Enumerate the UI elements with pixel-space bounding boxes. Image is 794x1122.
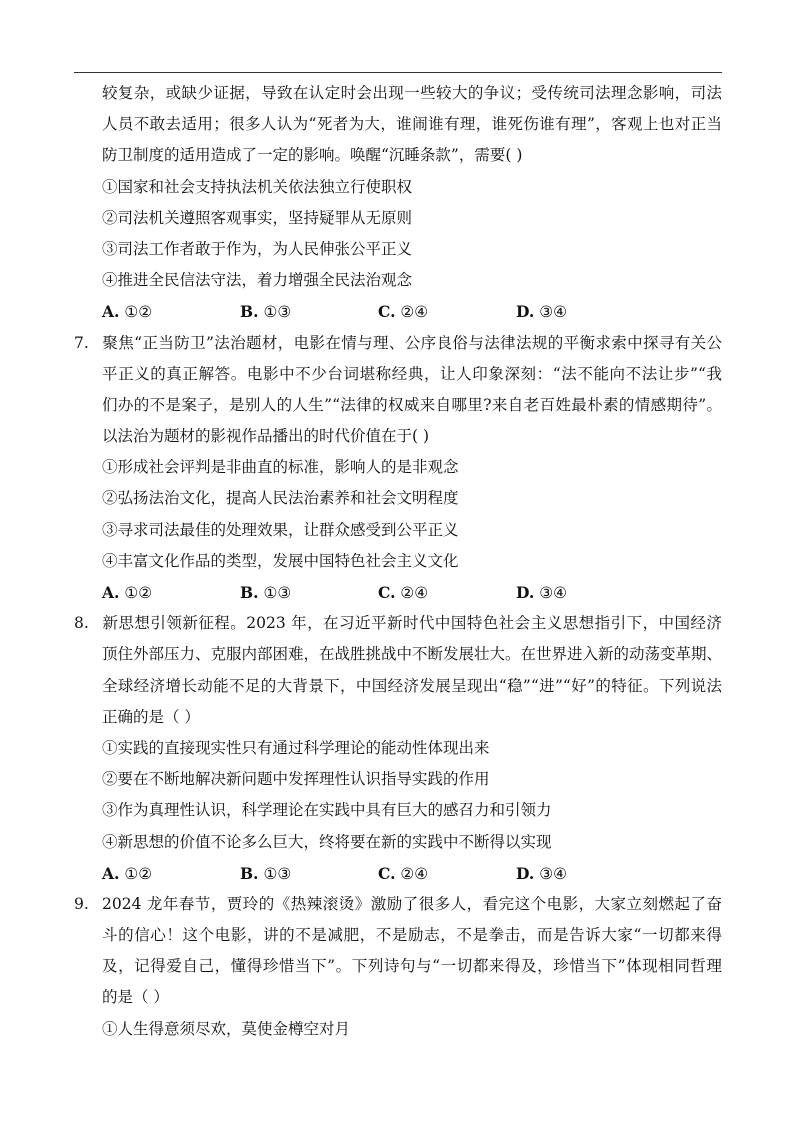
question-9: [74, 889, 722, 1045]
question-7-stem-first-line: 7. 聚焦“正当防卫”法治题材，电影在情与理、公序良俗与法律法规的平衡求索中探寻有关公: [74, 328, 722, 359]
question-8-statement-2: ②要在不断地解决新问题中发挥理性认识指导实践的作用: [102, 770, 490, 789]
question-6-statement-2: ②司法机关遵照客观事实，坚持疑罪从无原则: [102, 208, 413, 227]
question-8-statement-3: ③作为真理性认识，科学理论在实践中具有巨大的感召力和引领力: [102, 801, 552, 820]
question-9-stem-line: 及，记得爱自己，懂得珍惜当下”。下列诗句与“一切都来得及，珍惜当下”体现相同哲理: [102, 957, 722, 976]
question-6-choices: [74, 296, 722, 327]
question-6-stem-line: 防卫制度的适用造成了一定的影响。唤醒“沉睡条款”，需要( ): [102, 146, 523, 165]
choice-c[interactable]: C. ②④: [378, 302, 429, 322]
choice-b[interactable]: B. ①③: [240, 583, 292, 602]
exam-page-content: [74, 78, 722, 1045]
choice-c[interactable]: C. ②④: [378, 583, 429, 602]
question-number: 7.: [74, 333, 89, 352]
choice-b[interactable]: B. ①③: [240, 302, 292, 322]
question-8-stem-line: 全球经济增长动能不足的大背景下，中国经济发展呈现出“稳”“进”“好”的特征。下列说法: [102, 676, 722, 695]
question-7-statement-1: ①形成社会评判是非曲直的标准，影响人的是非观念: [102, 458, 459, 477]
question-8-stem-line: 正确的是（ ）: [102, 707, 200, 726]
header-rule: [74, 72, 722, 73]
choice-d[interactable]: D. ③④: [516, 583, 568, 602]
choice-a[interactable]: A. ①②: [102, 583, 153, 602]
question-9-stem-first-line: 9. 2024 龙年春节，贾玲的《热辣滚烫》激励了很多人，看完这个电影，大家立刻燃起了奋: [74, 889, 722, 920]
question-9-stem-line: 斗的信心！这个电影，讲的不是减肥，不是励志，不是拳击，而是告诉大家“一切都来得: [102, 926, 722, 945]
choice-a[interactable]: A. ①②: [102, 863, 153, 883]
question-7-stem-line: 平正义的真正解答。电影中不少台词堪称经典，让人印象深刻：“法不能向不法让步”“我: [102, 364, 722, 383]
question-number: 9.: [74, 894, 89, 913]
choice-d[interactable]: D. ③④: [516, 863, 568, 883]
question-9-statement-1: ①人生得意须尽欢，莫使金樽空对月: [102, 1019, 351, 1038]
question-6-stem-line: 人员不敢去适用；很多人认为“死者为大，谁闹谁有理，谁死伤谁有理”，客观上也对正当: [102, 115, 722, 134]
question-9-stem-line: 的是（ ）: [102, 988, 169, 1007]
question-7-statement-3: ③寻求司法最佳的处理效果，让群众感受到公平正义: [102, 520, 459, 539]
question-7-stem-line: 们办的不是案子，是别人的人生”“法律的权威来自哪里?来自老百姓最朴素的情感期待”。: [102, 395, 722, 414]
question-8: [74, 608, 722, 889]
choice-a[interactable]: A. ①②: [102, 302, 153, 322]
choice-c[interactable]: C. ②④: [378, 863, 429, 883]
question-6-statement-1: ①国家和社会支持执法机关依法独立行使职权: [102, 177, 413, 196]
question-7-statement-4: ④丰富文化作品的类型，发展中国特色社会主义文化: [102, 551, 459, 570]
question-8-stem-line: 顶住外部压力、克服内部困难，在战胜挑战中不断发展壮大。在世界进入新的动荡变革期、: [102, 645, 723, 664]
question-6-stem-line: 较复杂，或缺少证据，导致在认定时会出现一些较大的争议；受传统司法理念影响，司法: [102, 84, 722, 102]
question-8-stem-first-line: 8. 新思想引领新征程。2023 年，在习近平新时代中国特色社会主义思想指引下，中国经济: [74, 608, 722, 639]
question-7-statement-2: ②弘扬法治文化，提高人民法治素养和社会文明程度: [102, 489, 459, 508]
choice-d[interactable]: D. ③④: [516, 302, 568, 322]
question-6-statement-3: ③司法工作者敢于作为，为人民伸张公平正义: [102, 239, 413, 258]
question-6: [74, 78, 722, 328]
question-7: [74, 328, 722, 609]
question-8-choices: [74, 858, 722, 889]
question-number: 8.: [74, 614, 89, 633]
question-7-stem-line: 以法治为题材的影视作品播出的时代价值在于( ): [102, 427, 430, 446]
question-8-statement-4: ④新思想的价值不论多么巨大，终将要在新的实践中不断得以实现: [102, 832, 552, 851]
choice-b[interactable]: B. ①③: [240, 863, 292, 883]
question-8-statement-1: ①实践的直接现实性只有通过科学理论的能动性体现出来: [102, 738, 490, 757]
question-7-choices: [74, 577, 722, 608]
question-6-statement-4: ④推进全民信法守法，着力增强全民法治观念: [102, 271, 413, 290]
